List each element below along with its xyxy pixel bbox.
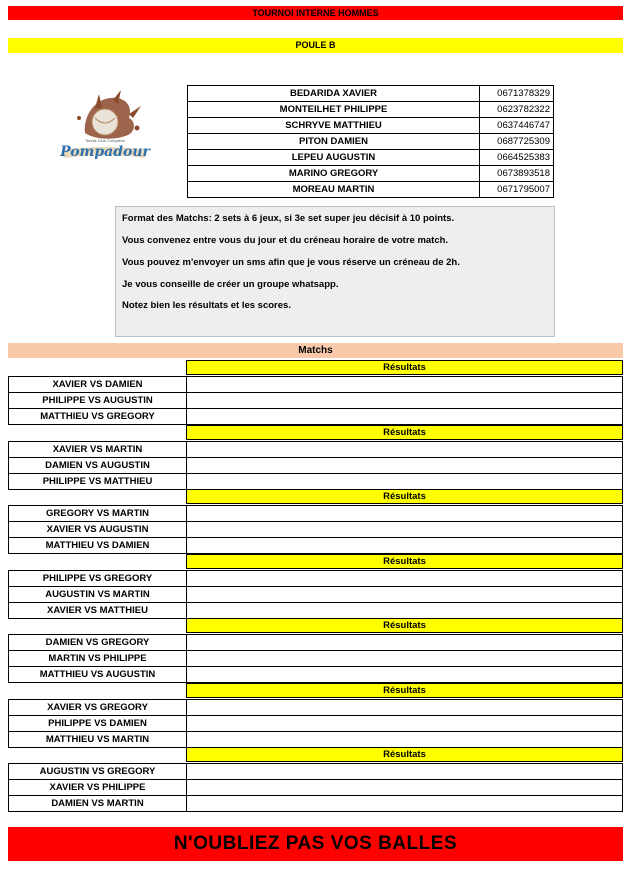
match-row [8,441,623,457]
match-name: PHILIPPE VS MATTHIEU [8,473,187,490]
player-name: LEPEU AUGUSTIN [188,150,480,166]
player-row [188,118,554,134]
match-name: GREGORY VS MARTIN [8,505,187,522]
match-name: XAVIER VS GREGORY [8,699,187,716]
match-result-cell[interactable] [186,666,623,683]
tournament-title: TOURNOI INTERNE HOMMES [252,8,379,18]
player-row [188,134,554,150]
match-result-cell[interactable] [186,634,623,651]
rule-whatsapp: Je vous conseille de créer un groupe whatsapp. [122,279,339,290]
match-result-cell[interactable] [186,392,623,409]
match-row [8,666,623,682]
player-name: SCHRYVE MATTHIEU [188,118,480,134]
results-header: Résultats [186,554,623,569]
player-phone: 0671378329 [480,86,554,102]
results-header: Résultats [186,489,623,504]
results-header: Résultats [186,425,623,440]
player-phone: 0623782322 [480,102,554,118]
rules-box [115,206,555,337]
match-result-cell[interactable] [186,570,623,587]
match-result-cell[interactable] [186,457,623,474]
rule-format: Format des Matchs: 2 sets à 6 jeux, si 3e set super jeu décisif à 10 points. [122,213,455,224]
player-name: MOREAU MARTIN [188,182,480,198]
logo-text: Pompadour [60,144,150,160]
match-name: XAVIER VS MATTHIEU [8,602,187,619]
match-name: XAVIER VS PHILIPPE [8,779,187,796]
match-result-cell[interactable] [186,521,623,538]
player-name: PITON DAMIEN [188,134,480,150]
matchs-header [8,343,623,358]
match-result-cell[interactable] [186,731,623,748]
player-name: MARINO GREGORY [188,166,480,182]
matchs-title: Matchs [298,345,333,356]
match-row [8,763,623,779]
match-row [8,392,623,408]
match-row [8,731,623,747]
pool-title-bar [8,38,623,53]
match-row [8,699,623,715]
results-header: Résultats [186,747,623,762]
match-name: AUGUSTIN VS MARTIN [8,586,187,603]
match-row [8,795,623,811]
results-header: Résultats [186,618,623,633]
match-name: XAVIER VS DAMIEN [8,376,187,393]
match-name: PHILIPPE VS DAMIEN [8,715,187,732]
match-name: MARTIN VS PHILIPPE [8,650,187,667]
footer-text: N'OUBLIEZ PAS VOS BALLES [173,833,458,854]
match-result-cell[interactable] [186,602,623,619]
match-row [8,650,623,666]
match-row [8,408,623,424]
player-row [188,150,554,166]
player-row [188,182,554,198]
match-result-cell[interactable] [186,795,623,812]
player-phone: 0673893518 [480,166,554,182]
player-row [188,86,554,102]
match-name: DAMIEN VS GREGORY [8,634,187,651]
match-row [8,586,623,602]
match-row [8,473,623,489]
player-row [188,166,554,182]
club-logo [55,88,155,168]
results-header: Résultats [186,683,623,698]
match-name: PHILIPPE VS GREGORY [8,570,187,587]
match-result-cell[interactable] [186,763,623,780]
match-result-cell[interactable] [186,650,623,667]
match-row [8,715,623,731]
player-name: BEDARIDA XAVIER [188,86,480,102]
match-result-cell[interactable] [186,586,623,603]
match-result-cell[interactable] [186,715,623,732]
match-result-cell[interactable] [186,376,623,393]
match-name: DAMIEN VS MARTIN [8,795,187,812]
match-name: PHILIPPE VS AUGUSTIN [8,392,187,409]
match-result-cell[interactable] [186,779,623,796]
match-name: DAMIEN VS AUGUSTIN [8,457,187,474]
tournament-title-bar [8,6,623,20]
players-table [187,85,554,198]
match-row [8,602,623,618]
player-phone: 0664525383 [480,150,554,166]
logo-small-text: Tennis Club Complexe [84,138,126,143]
player-row [188,102,554,118]
rule-sms: Vous pouvez m'envoyer un sms afin que je vous réserve un créneau de 2h. [122,257,460,268]
match-result-cell[interactable] [186,537,623,554]
match-result-cell[interactable] [186,408,623,425]
player-name: MONTEILHET PHILIPPE [188,102,480,118]
match-name: XAVIER VS MARTIN [8,441,187,458]
match-row [8,570,623,586]
match-name: MATTHIEU VS MARTIN [8,731,187,748]
match-name: MATTHIEU VS GREGORY [8,408,187,425]
match-row [8,537,623,553]
rule-scores: Notez bien les résultats et les scores. [122,300,291,311]
match-row [8,521,623,537]
match-result-cell[interactable] [186,441,623,458]
match-result-cell[interactable] [186,699,623,716]
footer-banner [8,827,623,861]
match-row [8,457,623,473]
match-row [8,376,623,392]
player-phone: 0671795007 [480,182,554,198]
player-phone: 0687725309 [480,134,554,150]
match-row [8,634,623,650]
match-name: XAVIER VS AUGUSTIN [8,521,187,538]
match-name: AUGUSTIN VS GREGORY [8,763,187,780]
match-name: MATTHIEU VS AUGUSTIN [8,666,187,683]
match-row [8,505,623,521]
results-header: Résultats [186,360,623,375]
rule-schedule: Vous convenez entre vous du jour et du créneau horaire de votre match. [122,235,449,246]
match-result-cell[interactable] [186,473,623,490]
pool-title: POULE B [295,40,336,50]
match-row [8,779,623,795]
match-name: MATTHIEU VS DAMIEN [8,537,187,554]
player-phone: 0637446747 [480,118,554,134]
match-result-cell[interactable] [186,505,623,522]
